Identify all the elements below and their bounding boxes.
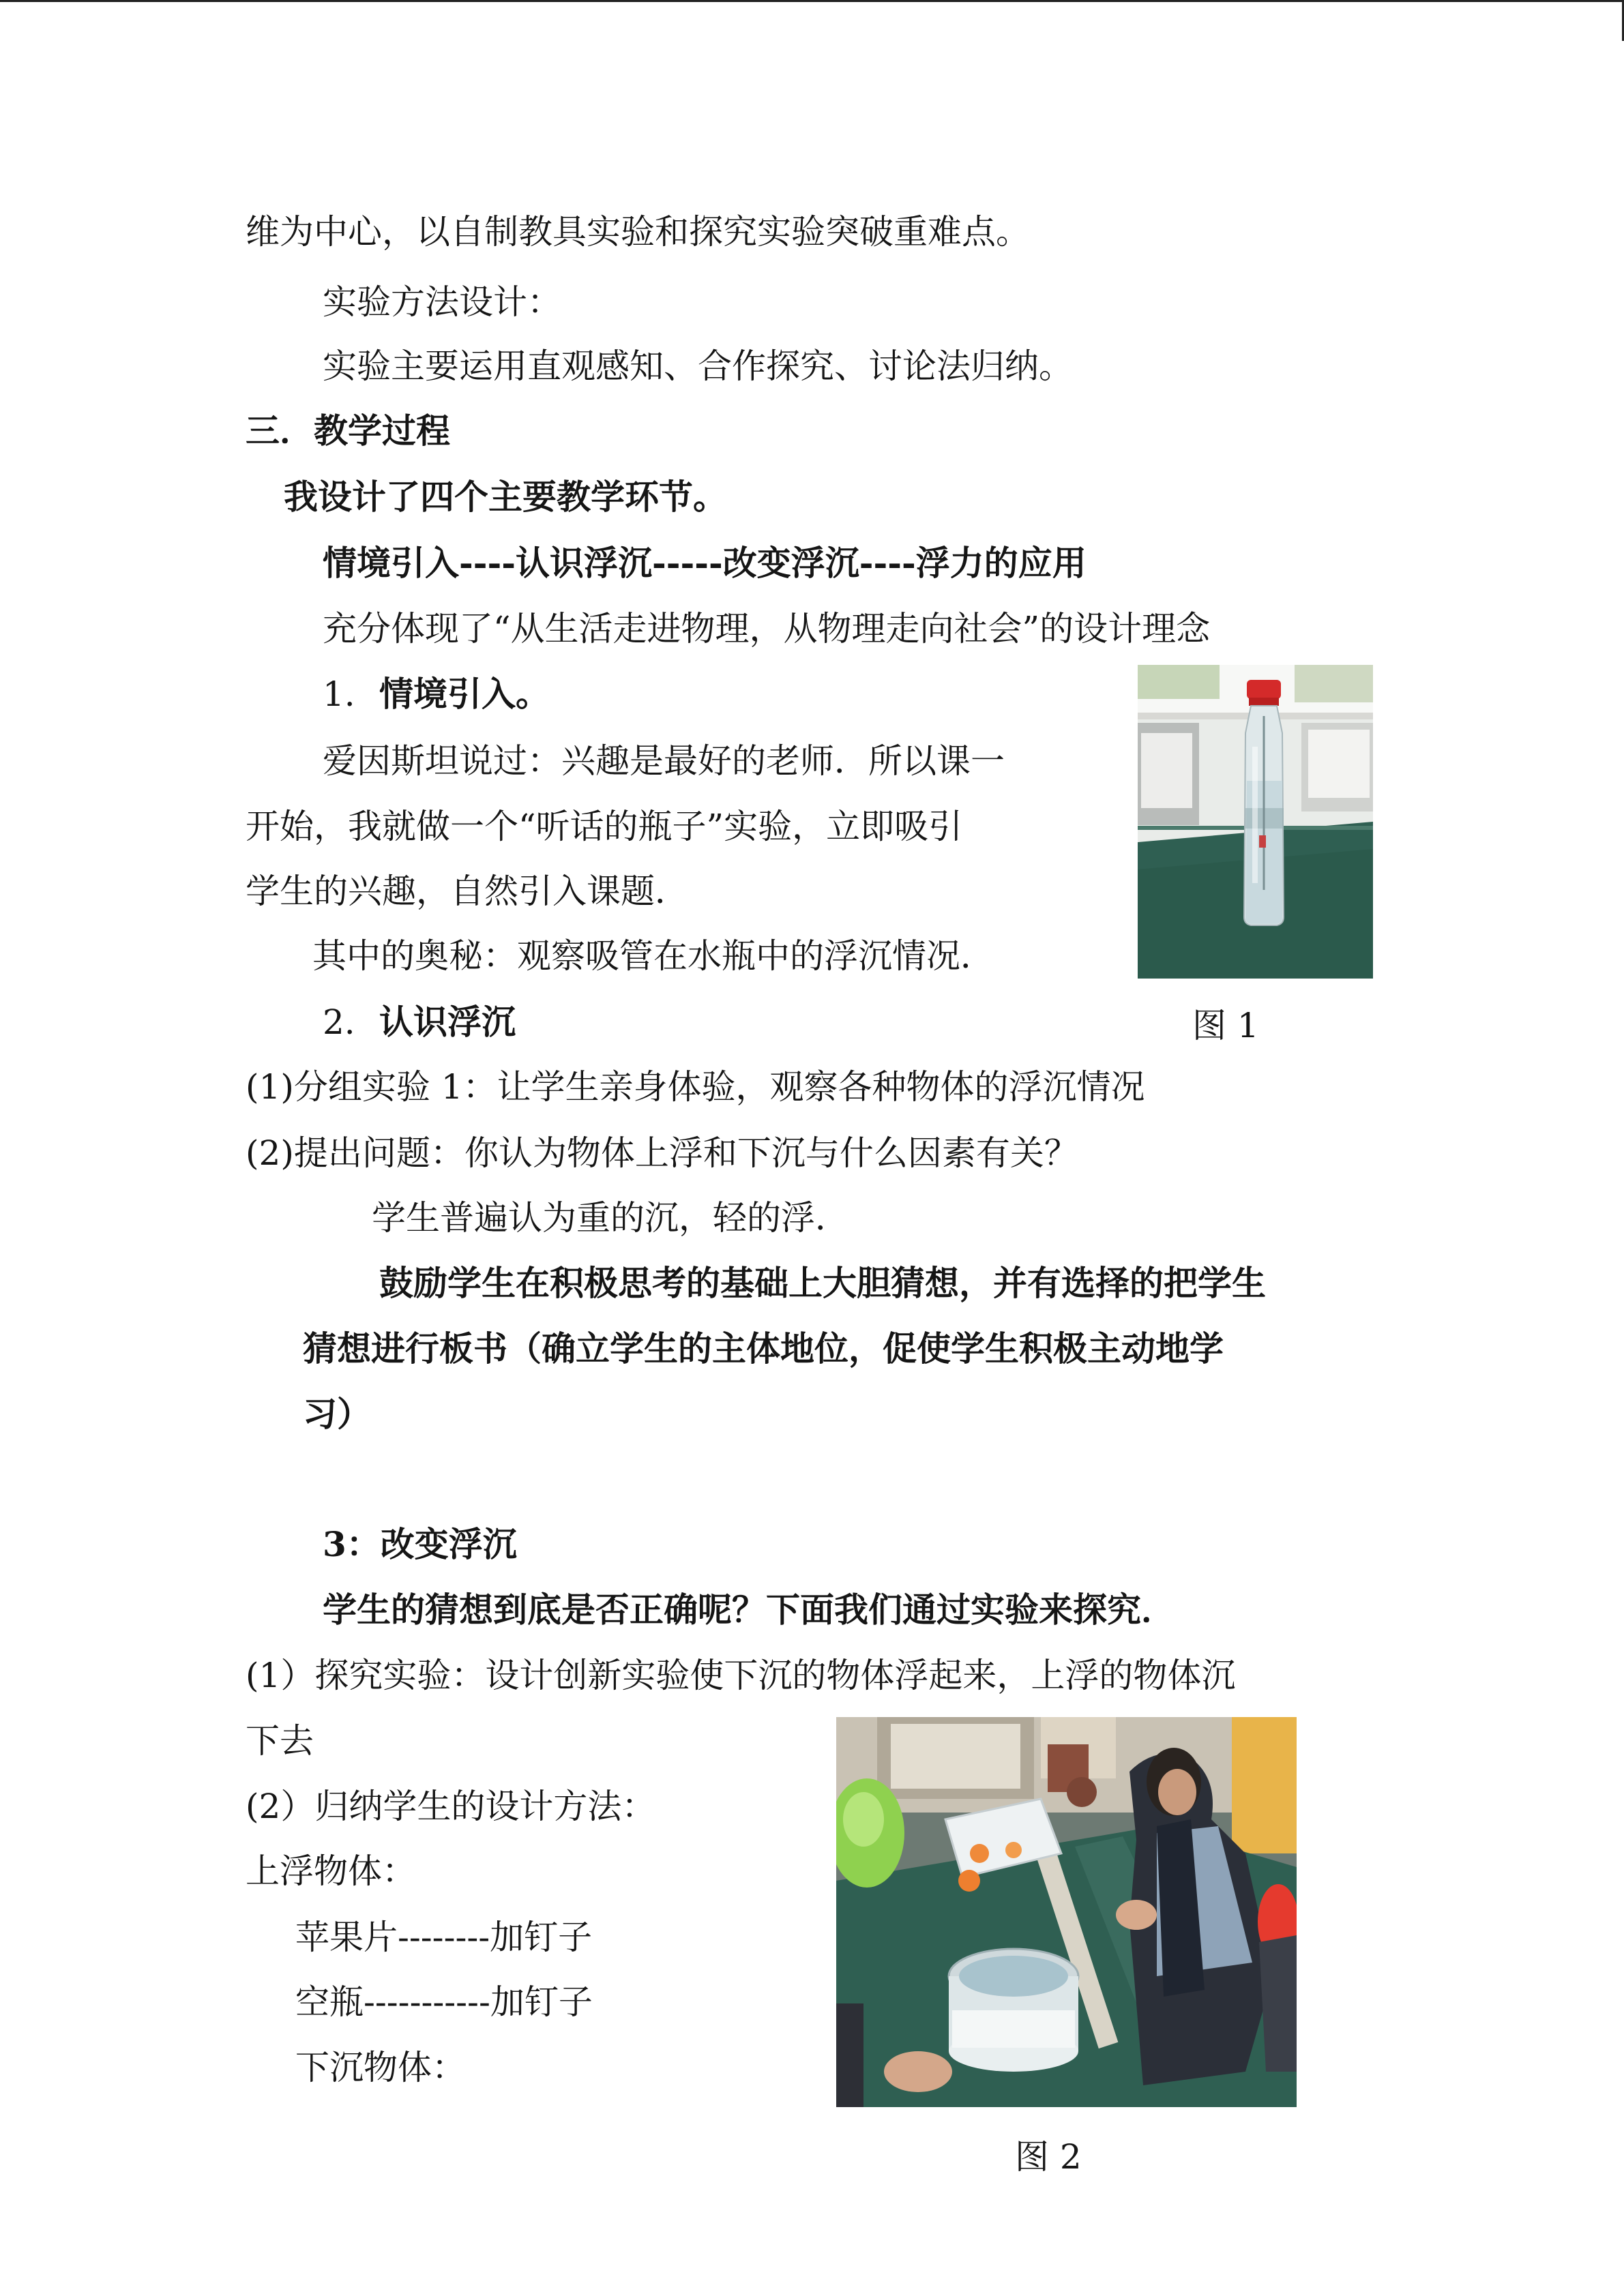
subheading: 情境引入。 [379, 674, 550, 714]
subheading: 3：改变浮沉 [323, 1524, 517, 1564]
text-line: 空瓶-----------加钉子 [295, 1982, 593, 2022]
text-line: 开始，我就做一个“听话的瓶子”实验，立即吸引 [246, 807, 963, 846]
text-line: 苹果片--------加钉子 [295, 1918, 593, 1957]
text-line: 情境引入----认识浮沉-----改变浮沉----浮力的应用 [323, 543, 1087, 583]
text-line: 充分体现了“从生活走进物理，从物理走向社会”的设计理念 [323, 609, 1211, 648]
text-line: 下沉物体： [295, 2048, 466, 2087]
subheading: 认识浮沉 [379, 1002, 516, 1042]
text-line: 其中的奥秘：观察吸管在水瓶中的浮沉情况． [312, 936, 994, 976]
text-line: 我设计了四个主要教学环节。 [284, 477, 727, 517]
figure-1-caption: 图 1 [1192, 1006, 1259, 1045]
text-line: 学生普遍认为重的沉，轻的浮． [372, 1198, 849, 1238]
section-heading: 三．教学过程 [246, 411, 450, 451]
subheading-number: 2. [323, 1002, 355, 1042]
figure-1-photo [1138, 665, 1373, 979]
text-line: 维为中心，以自制教具实验和探究实验突破重难点。 [246, 212, 1030, 252]
text-line: 实验方法设计： [323, 282, 561, 322]
text-line: 习） [303, 1394, 371, 1434]
subheading-number: 1. [323, 674, 355, 714]
text-line: 学生的猜想到底是否正确呢？下面我们通过实验来探究． [323, 1590, 1175, 1630]
figure-2-caption: 图 2 [1015, 2137, 1082, 2177]
text-line: 学生的兴趣，自然引入课题． [246, 871, 689, 911]
text-line: 上浮物体： [246, 1851, 416, 1891]
text-line: 鼓励学生在积极思考的基础上大胆猜想，并有选择的把学生 [379, 1263, 1266, 1303]
text-line: 下去 [246, 1721, 314, 1761]
text-line: 爱因斯坦说过：兴趣是最好的老师．所以课一 [323, 741, 1005, 781]
text-line: (1)分组实验 1：让学生亲身体验，观察各种物体的浮沉情况 [246, 1067, 1145, 1107]
text-line: (2)提出问题：你认为物体上浮和下沉与什么因素有关？ [246, 1133, 1078, 1173]
text-line: 实验主要运用直观感知、合作探究、讨论法归纳。 [323, 346, 1073, 386]
text-line: (2）归纳学生的设计方法： [246, 1787, 656, 1826]
page-top-border [0, 0, 1624, 2]
text-line: 猜想进行板书（确立学生的主体地位，促使学生积极主动地学 [303, 1328, 1224, 1369]
text-line: (1）探究实验：设计创新实验使下沉的物体浮起来，上浮的物体沉 [246, 1656, 1236, 1695]
figure-2-photo [836, 1717, 1297, 2107]
